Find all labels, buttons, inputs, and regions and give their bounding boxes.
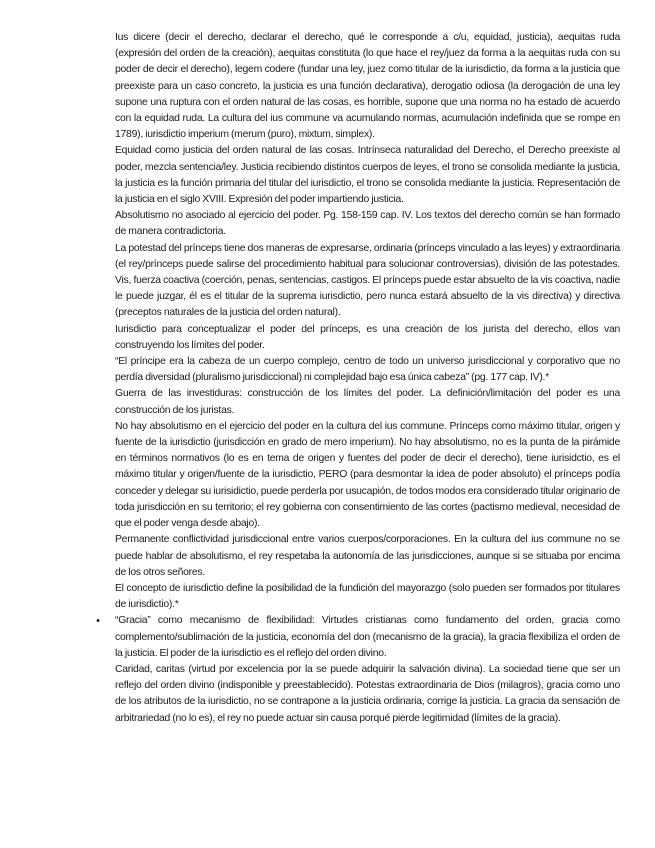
paragraph-potestad: La potestad del prínceps tiene dos maneras de expresarse, ordinaria (prínceps vinculado a las leyes) y extraordinaria (el rey/prínceps puede salirse del procedimiento habitual para solucionar controversias), división de las potestades. Vis, fuerza coactiva (coerción, penas, sentencias, castigos. El prínceps puede estar absuelto de la vis coactiva, nadie le puede juzgar, él es el titular de la suprema iurisdictio, pero nunca estará absuelto de la vis directiva) y directiva (preceptos naturales de la justicia del orden natural).: [115, 242, 620, 319]
paragraph-iurisdictio: Iurisdictio para conceptualizar el poder del prínceps, es una creación de los jurista del derecho, ellos van construyendo los límites del poder.: [115, 323, 620, 351]
paragraph-ius-dicere: Ius dicere (decir el derecho, declarar el derecho, qué le corresponde a c/u, equidad, justicia), aequitas ruda (expresión del orden de la creación), aequitas constituta (lo que hace el rey/juez da forma a la aequitas ruda con su poder de decir el derecho), legem codere (fundar una ley, juez como titular de la iurisdictio, da forma a la justicia que preexiste para un caso concreto, la justicia es una función declarativa), derogatio odiosa (la derogación de una ley supone una ruptura con el orden natural de las cosas, es horrible, supone que una norma no ha estado de acuerdo con la equidad ruda. La cultura del ius commune va acumulando normas, acumulación indefinida que se rompe en 1789), iurisdictio imperium (merum (puro), mixtum, simplex).: [115, 32, 620, 141]
bullet-icon: •: [96, 615, 100, 628]
paragraph-no-absolutismo: No hay absolutismo en el ejercicio del poder en la cultura del ius commune. Prínceps como máximo titular, origen y fuente de la iurisdictio (jurisdicción en grado de mero imperium). No hay absolutismo, no es la punta de la pirámide en términos normativos (lo es en tema de origen y fuentes del poder de decir el derecho), tiene iurisidctio, es el máximo titular y origen/fuente de la iurisdictio, PERO (para desmontar la idea de poder absoluto) el prínceps podía conceder y delegar su iurisidictio, puede perderla por usucapión, de todos modos era considerado titular originario de toda jurisdicción en su territorio; el rey gobierna con consentimiento de las cortes (pactismo medieval, necesidad de que el poder venga desde abajo).: [115, 420, 620, 530]
paragraph-quote-principe: “El príncipe era la cabeza de un cuerpo complejo, centro de todo un universo jurisdiccional y corporativo que no perdía diversidad (pluralismo jurisdiccional) ni complejidad bajo esa única cabeza” (pg. 177 cap. IV).*: [115, 356, 620, 384]
paragraph-caridad: Caridad, caritas (virtud por excelencia por la se puede adquirir la salvación divina). La sociedad tiene que ser un reflejo del orden divino (indisponible y preestablecido). Potestas extraordinaria de Dios (milagros), gracia como uno de los atributos de la iurisdictio, no se contrapone a la justicia ordinaria, corrige la justicia. La gracia da sensación de arbitrariedad (no lo es), el rey no puede actuar sin causa porqué pierde legitimidad (límites de la gracia).: [115, 663, 620, 724]
document-body: [96, 30, 620, 727]
bullet-list-item: [96, 613, 620, 726]
paragraph-mayorazgo: El concepto de iurisdictio define la posibilidad de la fundición del mayorazgo (solo pueden ser formados por titulares de iurisdictio).*: [115, 582, 620, 611]
paragraph-investiduras: Guerra de las investiduras: construcción de los límites del poder. La definición/limitación del poder es una construcción de los juristas.: [115, 388, 620, 416]
paragraph-conflictividad: Permanente conflictividad jurisdiccional entre varios cuerpos/corporaciones. En la cultura del ius commune no se puede hablar de absolutismo, el rey respetaba la autonomía de las jurisdicciones, aunque si se situaba por encima de los otros señores.: [115, 534, 620, 578]
paragraph-gracia: “Gracia” como mecanismo de flexibilidad: Virtudes cristianas como fundamento del orden, gracia como complemento/sublimación de la justicia, economía del don (mecanismo de la gracia), la gracia flexibiliza el orden de la justicia. El poder de la iurisdictio es el reflejo del orden divino.: [115, 615, 620, 659]
paragraph-equidad: Equidad como justicia del orden natural de las cosas. Intrínseca naturalidad del Derecho, el Derecho preexiste al poder, mezcla sentencia/ley. Justicia recibiendo distintos cuerpos de leyes, el trono se consolida mediante la justicia, la justicia es la función primaria del titular del iurisdictio, el trono se consolida mediante la justicia. Representación de la justicia en el siglo XVIII. Expresión del poder impartiendo justicia.: [115, 145, 620, 206]
paragraph-absolutismo: Absolutismo no asociado al ejercicio del poder. Pg. 158-159 cap. IV. Los textos del derecho común se han formado de manera contradictoria.: [115, 210, 620, 238]
